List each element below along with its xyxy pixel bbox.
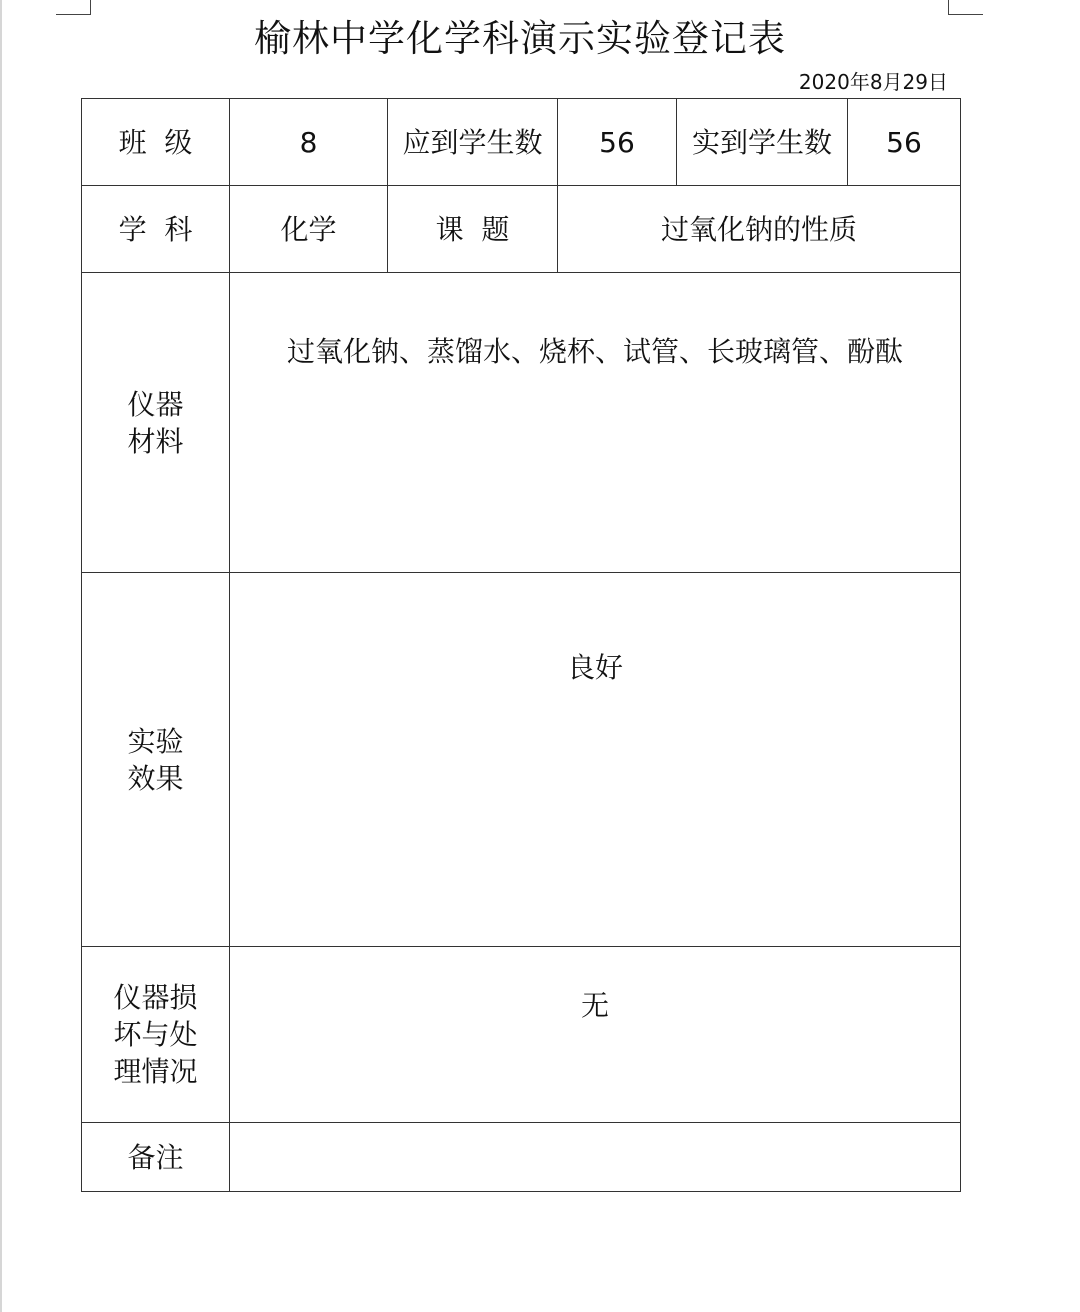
document-date: 2020年8月29日 xyxy=(798,70,948,94)
table-row-subject xyxy=(82,186,961,273)
actual-students-label: 实到学生数 xyxy=(677,99,848,186)
damage-cell xyxy=(230,947,961,1123)
topic-value: 过氧化钠的性质 xyxy=(558,186,961,273)
materials-value: 过氧化钠、蒸馏水、烧杯、试管、长玻璃管、酚酞 xyxy=(286,335,903,368)
actual-students-value: 56 xyxy=(848,99,961,186)
page-edge xyxy=(0,0,2,1312)
subject-label: 学 科 xyxy=(82,186,230,273)
class-value: 8 xyxy=(230,99,388,186)
table-row-remarks xyxy=(82,1123,961,1192)
damage-label: 仪器损 坏与处 理情况 xyxy=(82,947,230,1123)
expected-students-value: 56 xyxy=(558,99,677,186)
materials-cell xyxy=(230,273,961,573)
materials-label: 仪器 材料 xyxy=(82,273,230,573)
table-row-materials xyxy=(82,273,961,573)
damage-value: 无 xyxy=(580,989,609,1022)
effect-label: 实验 效果 xyxy=(82,573,230,947)
remarks-value xyxy=(230,1123,961,1192)
topic-label: 课 题 xyxy=(388,186,558,273)
remarks-label: 备注 xyxy=(82,1123,230,1192)
class-label: 班 级 xyxy=(82,99,230,186)
document-title: 榆林中学化学科演示实验登记表 xyxy=(254,17,786,60)
expected-students-label: 应到学生数 xyxy=(388,99,558,186)
effect-cell xyxy=(230,573,961,947)
subject-value: 化学 xyxy=(230,186,388,273)
experiment-record-table xyxy=(81,98,961,1192)
table-row-effect xyxy=(82,573,961,947)
table-row-class-info xyxy=(82,99,961,186)
table-row-damage xyxy=(82,947,961,1123)
effect-value: 良好 xyxy=(566,651,623,684)
